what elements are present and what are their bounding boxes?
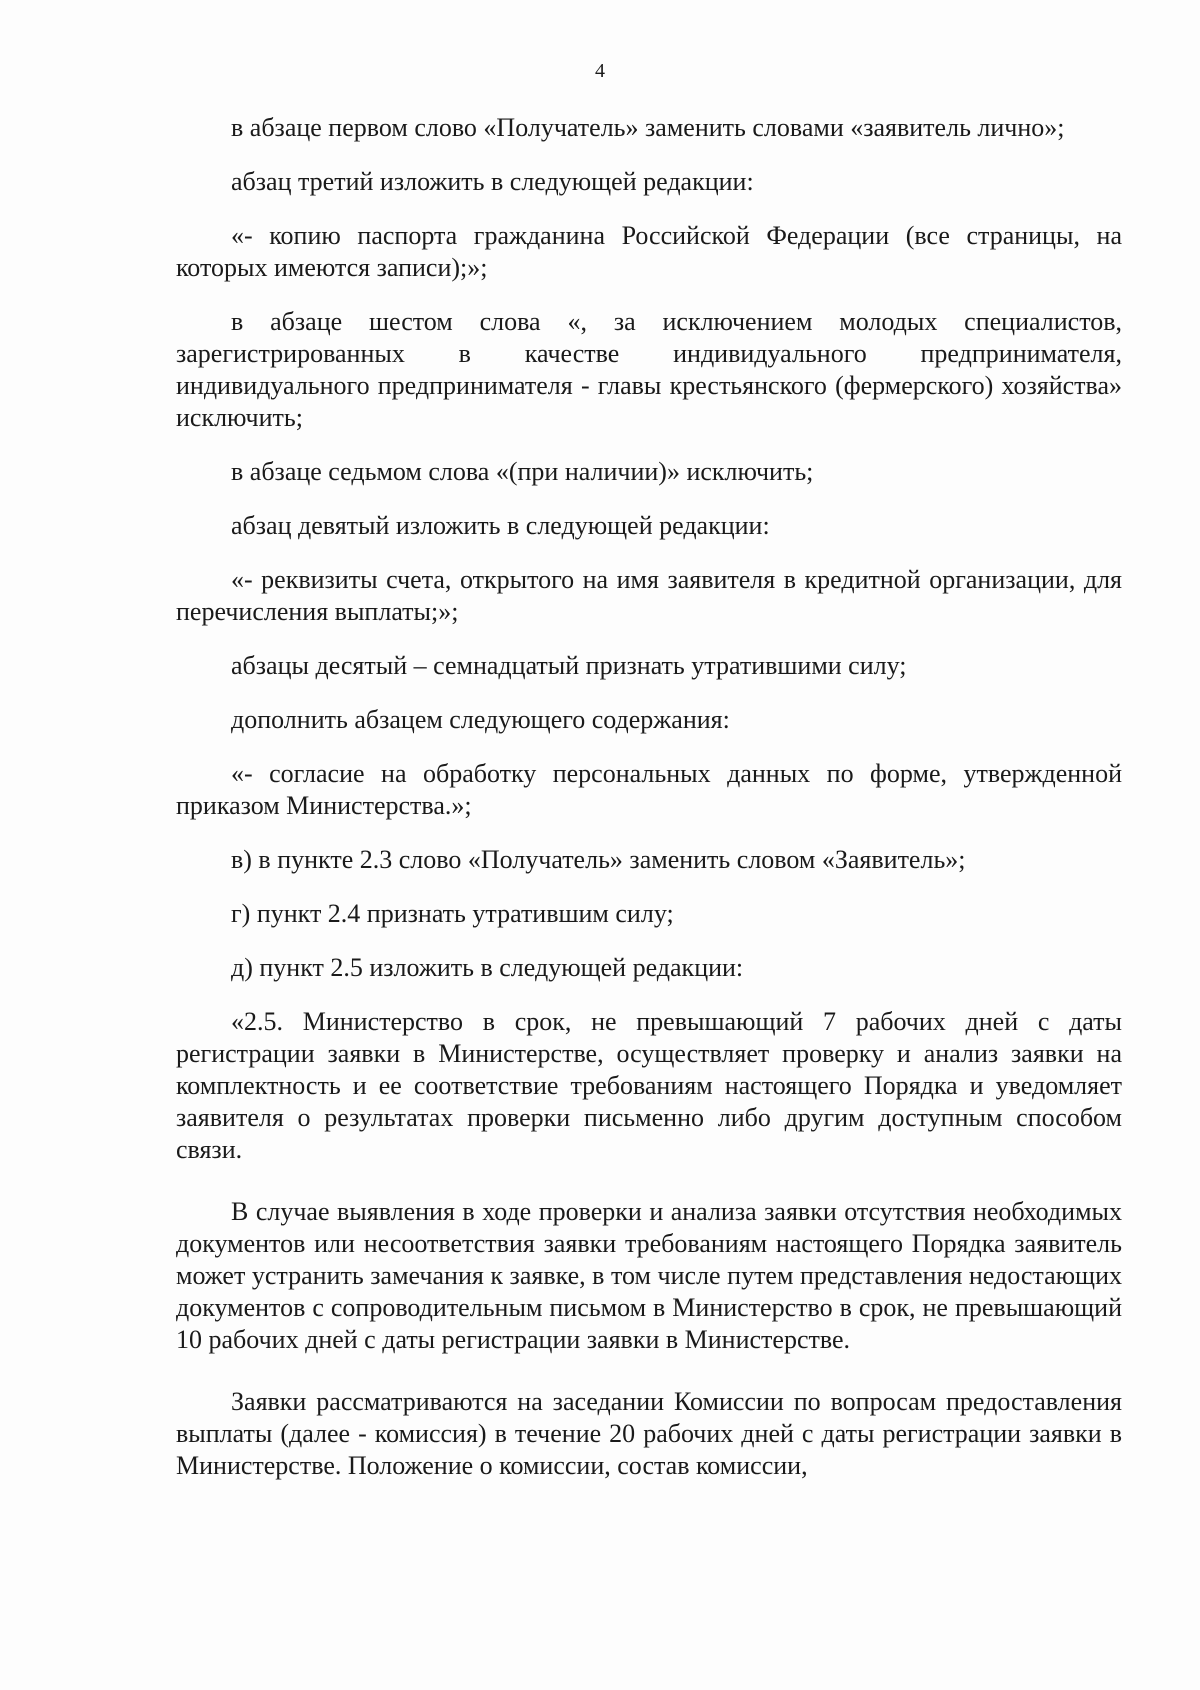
paragraph-3: «- копию паспорта гражданина Российской Федерации (все страницы, на которых имеются записи);»; [176,221,1122,282]
document-body [176,112,1122,1504]
paragraph-15: В случае выявления в ходе проверки и анализа заявки отсутствия необходимых документов или несоответствия заявки требованиям настоящего Порядка заявитель может устранить замечания к заявке, в том числе путем представления недостающих документов с сопроводительным письмом в Министерство в срок, не превышающий 10 рабочих дней с даты регистрации заявки в Министерстве. [176,1197,1122,1354]
paragraph-2: абзац третий изложить в следующей редакции: [231,167,754,196]
paragraph-4: в абзаце шестом слова «, за исключением молодых специалистов, зарегистрированных в качестве индивидуального предпринимателя, индивидуального предпринимателя - главы крестьянского (фермерского) хозяйства» исключить; [176,307,1122,432]
paragraph-12: г) пункт 2.4 признать утратившим силу; [231,899,674,928]
paragraph-16: Заявки рассматриваются на заседании Комиссии по вопросам предоставления выплаты (далее - комиссия) в течение 20 рабочих дней с даты регистрации заявки в Министерстве. Положение о комиссии, состав комиссии, [176,1387,1122,1480]
paragraph-11: в) в пункте 2.3 слово «Получатель» заменить словом «Заявитель»; [231,845,966,874]
paragraph-6: абзац девятый изложить в следующей редакции: [231,511,770,540]
paragraph-5: в абзаце седьмом слова «(при наличии)» исключить; [231,457,814,486]
paragraph-8: абзацы десятый – семнадцатый признать утратившими силу; [231,651,907,680]
paragraph-1: в абзаце первом слово «Получатель» заменить словами «заявитель лично»; [231,113,1065,142]
paragraph-9: дополнить абзацем следующего содержания: [231,705,730,734]
page-number: 4 [595,60,605,82]
paragraph-10: «- согласие на обработку персональных данных по форме, утвержденной приказом Министерства.»; [176,759,1122,820]
paragraph-14: «2.5. Министерство в срок, не превышающий 7 рабочих дней с даты регистрации заявки в Министерстве, осуществляет проверку и анализ заявки на комплектность и ее соответствие требованиям настоящего Порядка и уведомляет заявителя о результатах проверки письменно либо другим доступным способом связи. [176,1007,1122,1164]
paragraph-7: «- реквизиты счета, открытого на имя заявителя в кредитной организации, для перечисления выплаты;»; [176,565,1122,626]
paragraph-13: д) пункт 2.5 изложить в следующей редакции: [231,953,744,982]
